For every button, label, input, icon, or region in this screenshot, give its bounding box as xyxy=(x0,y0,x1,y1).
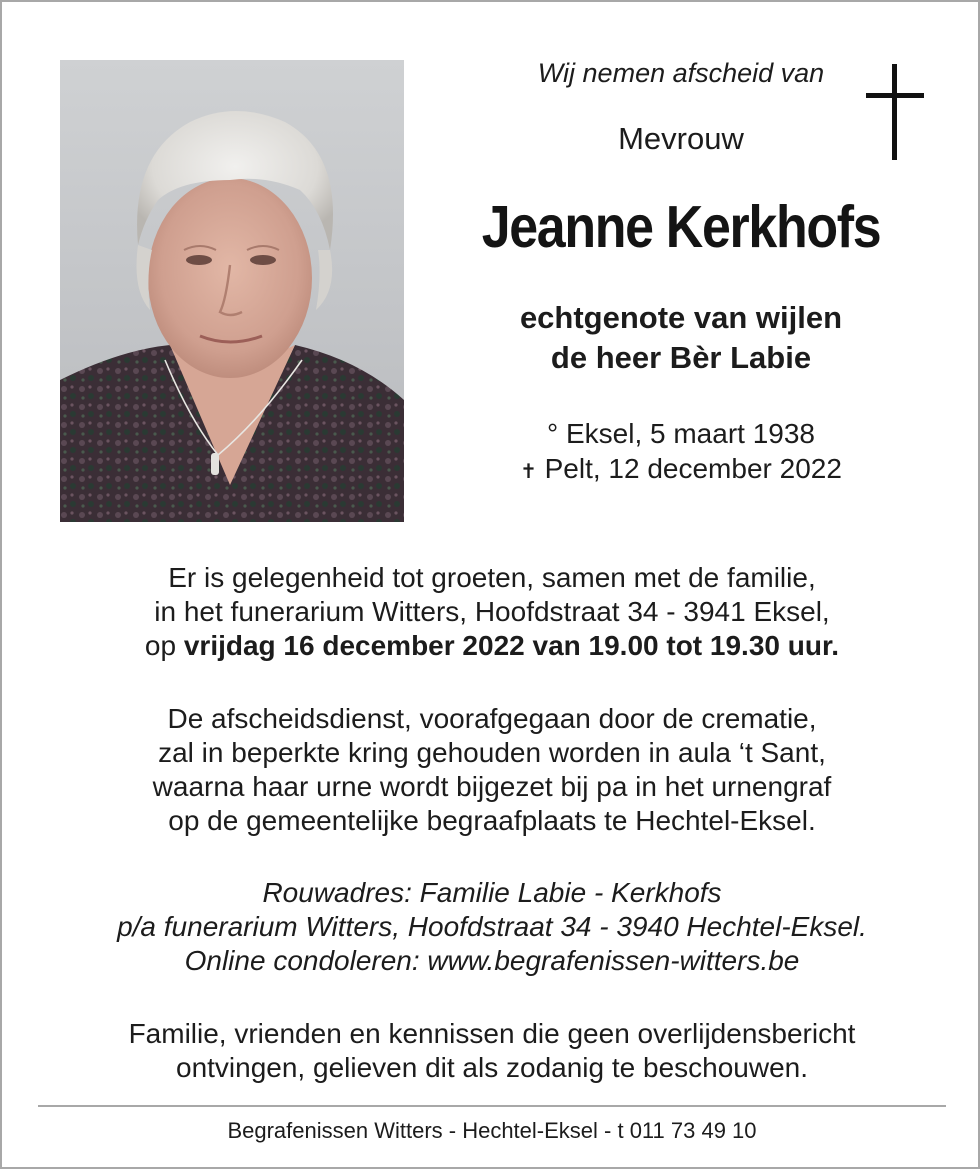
visitation-line-3 xyxy=(22,629,962,663)
service-paragraph xyxy=(22,702,962,838)
deceased-name: Jeanne Kerkhofs xyxy=(481,194,881,260)
spouse-line-2: de heer Bèr Labie xyxy=(550,340,812,375)
life-dates xyxy=(442,416,920,490)
notice-paragraph xyxy=(22,1017,962,1085)
address-line-2: p/a funerarium Witters, Hoofdstraat 34 - 3940 Hechtel-Eksel. xyxy=(117,911,867,942)
visitation-prefix: op xyxy=(144,630,184,661)
address-line-3: Online condoleren: www.begrafenissen-witters.be xyxy=(184,945,800,976)
intro-text: Wij nemen afscheid van xyxy=(537,58,825,88)
service-line-2: zal in beperkte kring gehouden worden in aula ‘t Sant, xyxy=(158,737,826,768)
footer-divider xyxy=(38,1105,946,1107)
honorific: Mevrouw xyxy=(618,121,744,156)
visitation-line-1: Er is gelegenheid tot groeten, samen met de familie, xyxy=(168,562,816,593)
service-line-4: op de gemeentelijke begraafplaats te Hechtel-Eksel. xyxy=(168,805,816,836)
birth-date: ° Eksel, 5 maart 1938 xyxy=(547,418,815,449)
visitation-datetime: vrijdag 16 december 2022 van 19.00 tot 19.30 uur. xyxy=(183,630,840,661)
notice-line-2: ontvingen, gelieven dit als zodanig te beschouwen. xyxy=(176,1052,808,1083)
portrait-photo xyxy=(60,60,404,522)
death-date: Pelt, 12 december 2022 xyxy=(536,453,842,484)
spouse-line-1: echtgenote van wijlen xyxy=(519,300,843,335)
death-date-line xyxy=(442,451,920,490)
death-symbol-icon: ✝ xyxy=(520,461,537,483)
notice-line-1: Familie, vrienden en kennissen die geen overlijdensbericht xyxy=(128,1018,856,1049)
service-line-3: waarna haar urne wordt bijgezet bij pa in het urnengraf xyxy=(152,771,832,802)
address-line-1: Rouwadres: Familie Labie - Kerkhofs xyxy=(262,877,722,908)
footer-text: Begrafenissen Witters - Hechtel-Eksel - t 011 73 49 10 xyxy=(227,1118,757,1143)
service-line-1: De afscheidsdienst, voorafgegaan door de crematie, xyxy=(167,703,817,734)
spouse-info xyxy=(442,298,920,378)
visitation-line-2: in het funerarium Witters, Hoofdstraat 34 - 3941 Eksel, xyxy=(154,596,830,627)
visitation-paragraph xyxy=(22,561,962,663)
mourning-address xyxy=(22,876,962,978)
